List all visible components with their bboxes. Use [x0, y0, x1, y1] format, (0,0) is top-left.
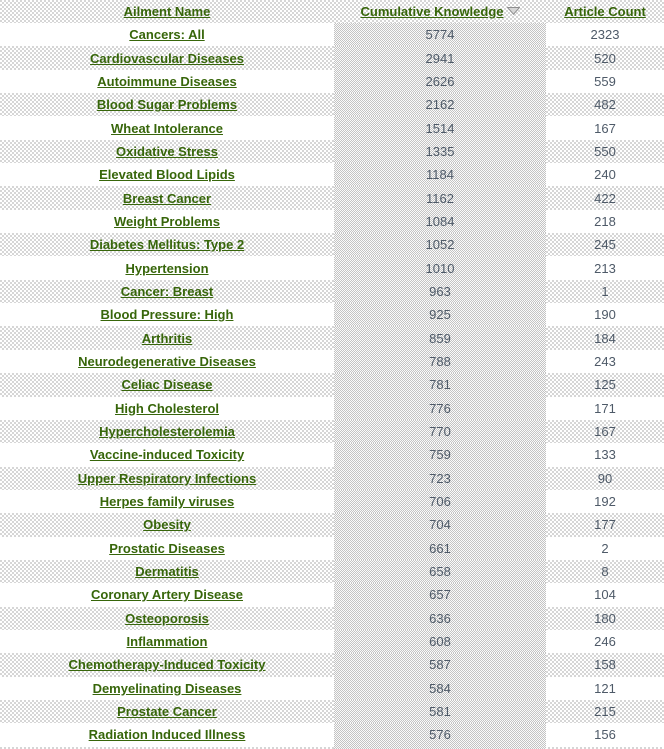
- ailment-link[interactable]: High Cholesterol: [114, 400, 219, 416]
- column-header-cumulative-knowledge[interactable]: Cumulative Knowledge: [360, 4, 504, 19]
- article-count-value: 422: [594, 190, 616, 206]
- article-count-value: 559: [594, 73, 616, 89]
- cumulative-knowledge-cell: [334, 723, 546, 746]
- ailment-link[interactable]: Weight Problems: [114, 213, 220, 229]
- ailment-name-cell: [0, 723, 334, 746]
- cumulative-knowledge-value: 5774: [425, 27, 455, 43]
- header-cell-ailment-name: [0, 4, 334, 19]
- table-row: [0, 723, 664, 746]
- ailment-name-cell: [0, 23, 334, 46]
- article-count-cell: [546, 23, 664, 46]
- cumulative-knowledge-value: 781: [429, 377, 451, 393]
- article-count-value: 171: [594, 400, 616, 416]
- ailment-link[interactable]: Cancer: Breast: [120, 283, 214, 299]
- cumulative-knowledge-cell: [334, 70, 546, 93]
- cumulative-knowledge-value: 657: [429, 587, 451, 603]
- ailment-name-cell: [0, 677, 334, 700]
- table-row: [0, 653, 664, 676]
- article-count-cell: [546, 46, 664, 69]
- ailment-link[interactable]: Elevated Blood Lipids: [99, 167, 235, 183]
- table-row: [0, 537, 664, 560]
- table-row: [0, 186, 664, 209]
- article-count-value: 192: [594, 494, 616, 510]
- ailment-name-cell: [0, 397, 334, 420]
- table-row: [0, 326, 664, 349]
- cumulative-knowledge-value: 581: [429, 704, 451, 720]
- cumulative-knowledge-cell: [334, 140, 546, 163]
- article-count-cell: [546, 677, 664, 700]
- article-count-cell: [546, 723, 664, 746]
- article-count-cell: [546, 116, 664, 139]
- column-header-ailment-name[interactable]: Ailment Name: [123, 4, 211, 19]
- cumulative-knowledge-value: 584: [429, 680, 451, 696]
- ailment-name-cell: [0, 560, 334, 583]
- article-count-value: 240: [594, 167, 616, 183]
- table-row: [0, 210, 664, 233]
- article-count-cell: [546, 513, 664, 536]
- article-count-cell: [546, 210, 664, 233]
- ailment-name-cell: [0, 630, 334, 653]
- cumulative-knowledge-value: 706: [429, 494, 451, 510]
- ailment-name-cell: [0, 467, 334, 490]
- table-row: [0, 583, 664, 606]
- ailment-link[interactable]: Demyelinating Diseases: [92, 680, 242, 696]
- table-row: [0, 397, 664, 420]
- ailment-name-cell: [0, 280, 334, 303]
- cumulative-knowledge-value: 1010: [425, 260, 455, 276]
- article-count-cell: [546, 70, 664, 93]
- article-count-cell: [546, 373, 664, 396]
- article-count-cell: [546, 583, 664, 606]
- ailment-link[interactable]: Coronary Artery Disease: [91, 587, 243, 603]
- article-count-cell: [546, 163, 664, 186]
- article-count-value: 167: [594, 120, 616, 136]
- article-count-value: 90: [597, 470, 613, 486]
- article-count-value: 104: [594, 587, 616, 603]
- ailment-link[interactable]: Blood Pressure: High: [100, 307, 234, 323]
- cumulative-knowledge-cell: [334, 326, 546, 349]
- table-header: [0, 0, 664, 23]
- table-row: [0, 93, 664, 116]
- cumulative-knowledge-value: 1184: [426, 167, 454, 183]
- ailment-name-cell: [0, 373, 334, 396]
- cumulative-knowledge-cell: [334, 653, 546, 676]
- table-row: [0, 700, 664, 723]
- article-count-cell: [546, 93, 664, 116]
- ailment-link[interactable]: Osteoporosis: [125, 610, 209, 626]
- article-count-cell: [546, 186, 664, 209]
- cumulative-knowledge-cell: [334, 397, 546, 420]
- article-count-value: 8: [601, 564, 609, 580]
- cumulative-knowledge-cell: [334, 443, 546, 466]
- ailment-link[interactable]: Inflammation: [126, 634, 208, 650]
- cumulative-knowledge-value: 859: [429, 330, 451, 346]
- cumulative-knowledge-value: 661: [429, 540, 451, 556]
- ailment-link[interactable]: Prostatic Diseases: [109, 540, 225, 556]
- ailment-name-cell: [0, 326, 334, 349]
- article-count-value: 177: [594, 517, 616, 533]
- ailment-name-cell: [0, 513, 334, 536]
- ailment-link[interactable]: Obesity: [143, 517, 191, 533]
- article-count-value: 2323: [590, 27, 620, 43]
- table-row: [0, 233, 664, 256]
- ailment-link[interactable]: Radiation Induced Illness: [88, 727, 246, 743]
- cumulative-knowledge-cell: [334, 630, 546, 653]
- ailment-name-cell: [0, 443, 334, 466]
- article-count-value: 1: [601, 283, 609, 299]
- article-count-cell: [546, 537, 664, 560]
- ailment-link[interactable]: Blood Sugar Problems: [96, 97, 238, 113]
- ailment-name-cell: [0, 653, 334, 676]
- cumulative-knowledge-value: 658: [429, 564, 451, 580]
- article-count-value: 482: [594, 97, 616, 113]
- cumulative-knowledge-cell: [334, 163, 546, 186]
- cumulative-knowledge-value: 770: [429, 424, 451, 440]
- article-count-cell: [546, 560, 664, 583]
- article-count-value: 180: [594, 610, 616, 626]
- cumulative-knowledge-cell: [334, 373, 546, 396]
- article-count-cell: [546, 467, 664, 490]
- cumulative-knowledge-cell: [334, 420, 546, 443]
- cumulative-knowledge-cell: [334, 583, 546, 606]
- cumulative-knowledge-cell: [334, 537, 546, 560]
- article-count-value: 246: [594, 634, 616, 650]
- article-count-cell: [546, 303, 664, 326]
- ailment-name-cell: [0, 93, 334, 116]
- cumulative-knowledge-cell: [334, 490, 546, 513]
- ailment-name-cell: [0, 140, 334, 163]
- cumulative-knowledge-value: 2162: [425, 97, 455, 113]
- article-count-value: 167: [594, 424, 616, 440]
- ailment-link[interactable]: Neurodegenerative Diseases: [78, 353, 256, 369]
- article-count-cell: [546, 140, 664, 163]
- ailment-link[interactable]: Cancers: All: [129, 27, 205, 43]
- header-cell-article-count: [546, 4, 664, 19]
- ailment-link[interactable]: Diabetes Mellitus: Type 2: [89, 237, 245, 253]
- table-row: [0, 607, 664, 630]
- table-row: [0, 140, 664, 163]
- cumulative-knowledge-value: 1514: [425, 120, 455, 136]
- ailment-link[interactable]: Oxidative Stress: [116, 143, 218, 159]
- article-count-value: 243: [594, 353, 616, 369]
- article-count-cell: [546, 280, 664, 303]
- article-count-value: 121: [594, 680, 616, 696]
- cumulative-knowledge-value: 1335: [425, 143, 455, 159]
- table-row: [0, 630, 664, 653]
- article-count-cell: [546, 350, 664, 373]
- cumulative-knowledge-value: 925: [429, 307, 451, 323]
- cumulative-knowledge-cell: [334, 700, 546, 723]
- article-count-value: 245: [594, 237, 616, 253]
- article-count-value: 215: [594, 704, 616, 720]
- ailment-link[interactable]: Celiac Disease: [121, 377, 213, 393]
- cumulative-knowledge-value: 788: [429, 353, 451, 369]
- table-row: [0, 513, 664, 536]
- table-row: [0, 420, 664, 443]
- cumulative-knowledge-value: 636: [429, 610, 451, 626]
- article-count-value: 520: [594, 50, 616, 66]
- article-count-cell: [546, 326, 664, 349]
- article-count-cell: [546, 233, 664, 256]
- cumulative-knowledge-value: 723: [429, 470, 451, 486]
- cumulative-knowledge-value: 963: [429, 283, 451, 299]
- cumulative-knowledge-cell: [334, 233, 546, 256]
- cumulative-knowledge-value: 576: [429, 727, 451, 743]
- table-row: [0, 467, 664, 490]
- cumulative-knowledge-cell: [334, 46, 546, 69]
- ailment-name-cell: [0, 210, 334, 233]
- ailment-link[interactable]: Wheat Intolerance: [111, 120, 223, 136]
- ailment-link[interactable]: Autoimmune Diseases: [97, 73, 237, 89]
- cumulative-knowledge-cell: [334, 513, 546, 536]
- article-count-cell: [546, 700, 664, 723]
- article-count-cell: [546, 256, 664, 279]
- header-cell-cumulative-knowledge: [334, 4, 546, 19]
- cumulative-knowledge-cell: [334, 467, 546, 490]
- cumulative-knowledge-value: 2941: [425, 50, 455, 66]
- ailment-name-cell: [0, 420, 334, 443]
- table-row: [0, 256, 664, 279]
- cumulative-knowledge-cell: [334, 186, 546, 209]
- article-count-value: 218: [594, 213, 616, 229]
- ailment-name-cell: [0, 607, 334, 630]
- ailment-name-cell: [0, 583, 334, 606]
- ailment-link[interactable]: Cardiovascular Diseases: [90, 50, 244, 66]
- ailment-name-cell: [0, 46, 334, 69]
- article-count-value: 2: [601, 540, 609, 556]
- ailment-name-cell: [0, 256, 334, 279]
- table-row: [0, 350, 664, 373]
- table-row: [0, 373, 664, 396]
- table-row: [0, 303, 664, 326]
- ailment-name-cell: [0, 537, 334, 560]
- ailment-name-cell: [0, 233, 334, 256]
- table-row: [0, 677, 664, 700]
- ailment-name-cell: [0, 186, 334, 209]
- article-count-value: 133: [594, 447, 616, 463]
- ailment-name-cell: [0, 70, 334, 93]
- ailment-name-cell: [0, 116, 334, 139]
- article-count-value: 184: [594, 330, 616, 346]
- article-count-cell: [546, 490, 664, 513]
- article-count-cell: [546, 420, 664, 443]
- ailment-link[interactable]: Vaccine-induced Toxicity: [89, 447, 245, 463]
- cumulative-knowledge-cell: [334, 607, 546, 630]
- cumulative-knowledge-cell: [334, 350, 546, 373]
- ailment-link[interactable]: Dermatitis: [135, 564, 199, 580]
- table-row: [0, 280, 664, 303]
- cumulative-knowledge-value: 1162: [426, 190, 454, 206]
- table-row: [0, 70, 664, 93]
- ailment-name-cell: [0, 490, 334, 513]
- cumulative-knowledge-cell: [334, 23, 546, 46]
- cumulative-knowledge-value: 608: [429, 634, 451, 650]
- column-header-article-count[interactable]: Article Count: [564, 4, 646, 19]
- article-count-value: 156: [594, 727, 616, 743]
- table-row: [0, 116, 664, 139]
- cumulative-knowledge-cell: [334, 280, 546, 303]
- ailment-name-cell: [0, 350, 334, 373]
- article-count-cell: [546, 607, 664, 630]
- cumulative-knowledge-value: 759: [429, 447, 451, 463]
- cumulative-knowledge-value: 2626: [425, 73, 455, 89]
- article-count-cell: [546, 630, 664, 653]
- article-count-value: 125: [594, 377, 616, 393]
- ailment-link[interactable]: Breast Cancer: [122, 190, 212, 206]
- article-count-cell: [546, 443, 664, 466]
- cumulative-knowledge-cell: [334, 677, 546, 700]
- cumulative-knowledge-cell: [334, 93, 546, 116]
- cumulative-knowledge-value: 587: [429, 657, 451, 673]
- table-row: [0, 443, 664, 466]
- cumulative-knowledge-cell: [334, 210, 546, 233]
- article-count-cell: [546, 653, 664, 676]
- ailment-link[interactable]: Hypertension: [125, 260, 209, 276]
- ailment-name-cell: [0, 303, 334, 326]
- table-row: [0, 163, 664, 186]
- table-row: [0, 23, 664, 46]
- ailment-name-cell: [0, 163, 334, 186]
- ailment-link[interactable]: Herpes family viruses: [99, 494, 235, 510]
- cumulative-knowledge-cell: [334, 560, 546, 583]
- cumulative-knowledge-cell: [334, 303, 546, 326]
- cumulative-knowledge-cell: [334, 256, 546, 279]
- table-row: [0, 46, 664, 69]
- ailment-link[interactable]: Hypercholesterolemia: [99, 424, 235, 440]
- cumulative-knowledge-value: 704: [429, 517, 451, 533]
- ailment-name-cell: [0, 700, 334, 723]
- ailment-link[interactable]: Prostate Cancer: [117, 704, 217, 720]
- ailment-link[interactable]: Upper Respiratory Infections: [77, 470, 257, 486]
- cumulative-knowledge-value: 776: [429, 400, 451, 416]
- table-body: [0, 23, 664, 747]
- table-row: [0, 560, 664, 583]
- article-count-value: 158: [594, 657, 616, 673]
- cumulative-knowledge-value: 1052: [425, 237, 455, 253]
- sort-descending-icon: [507, 7, 520, 15]
- cumulative-knowledge-value: 1084: [425, 213, 455, 229]
- article-count-cell: [546, 397, 664, 420]
- cumulative-knowledge-cell: [334, 116, 546, 139]
- article-count-value: 213: [594, 260, 616, 276]
- article-count-value: 550: [594, 143, 616, 159]
- article-count-value: 190: [594, 307, 616, 323]
- ailment-link[interactable]: Arthritis: [141, 330, 193, 346]
- table-row: [0, 490, 664, 513]
- ailment-link[interactable]: Chemotherapy-Induced Toxicity: [68, 657, 266, 673]
